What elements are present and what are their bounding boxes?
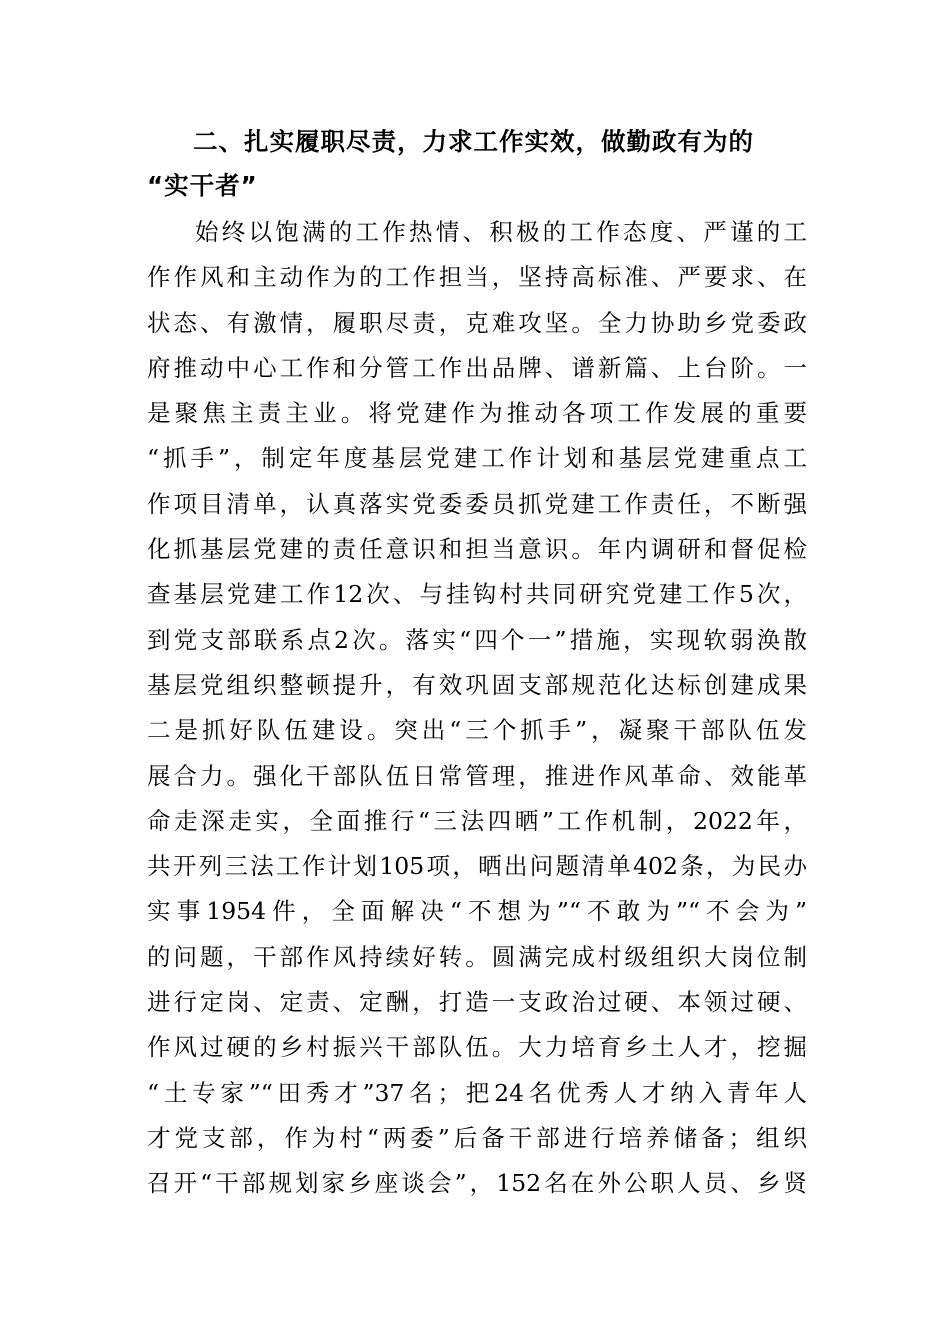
paragraph-line: 始终以饱满的工作热情、积极的工作态度、严谨的工 [195, 218, 807, 246]
section-heading-line-1: 二、扎实履职尽责，力求工作实效，做勤政有为的 [193, 127, 754, 156]
paragraph-line: “土专家”“田秀才”37名；把24名优秀人才纳入青年人 [147, 1078, 807, 1107]
section-heading-line-2: “实干者” [147, 171, 258, 200]
paragraph-line: 府推动中心工作和分管工作出品牌、谱新篇、上台阶。一 [147, 353, 807, 382]
paragraph-line: 召开“干部规划家乡座谈会”，152名在外公职人员、乡贤 [147, 1169, 807, 1198]
paragraph-line: 基层党组织整顿提升，有效巩固支部规范化达标创建成果 [147, 670, 807, 699]
paragraph-line: 二是抓好队伍建设。突出“三个抓手”，凝聚干部队伍发 [147, 716, 807, 745]
paragraph-line: 化抓基层党建的责任意识和担当意识。年内调研和督促检 [147, 535, 807, 564]
paragraph-line: 才党支部，作为村“两委”后备干部进行培养储备；组织 [147, 1123, 807, 1152]
paragraph-line: 的问题，干部作风持续好转。圆满完成村级组织大岗位制 [147, 942, 807, 971]
paragraph-line: 查基层党建工作12次、与挂钩村共同研究党建工作5次， [147, 580, 807, 609]
paragraph-line: 作风过硬的乡村振兴干部队伍。大力培育乡土人才，挖掘 [147, 1033, 807, 1062]
paragraph-line: 进行定岗、定责、定酬，打造一支政治过硬、本领过硬、 [147, 988, 807, 1017]
paragraph-line: 作作风和主动作为的工作担当，坚持高标准、严要求、在 [147, 263, 807, 292]
section-heading [147, 120, 807, 208]
paragraph-line: 命走深走实，全面推行“三法四晒”工作机制，2022年， [147, 806, 807, 835]
paragraph-line: 实事1954件，全面解决“不想为”“不敢为”“不会为” [147, 897, 807, 926]
paragraph-line: 是聚焦主责主业。将党建作为推动各项工作发展的重要 [147, 399, 807, 428]
paragraph-line: 状态、有激情，履职尽责，克难攻坚。全力协助乡党委政 [147, 308, 807, 337]
body-paragraph [147, 210, 817, 1207]
paragraph-line: “抓手”，制定年度基层党建工作计划和基层党建重点工 [147, 444, 807, 473]
paragraph-line: 共开列三法工作计划105项，晒出问题清单402条，为民办 [147, 852, 807, 881]
paragraph-line: 展合力。强化干部队伍日常管理，推进作风革命、效能革 [147, 761, 807, 790]
paragraph-line: 到党支部联系点2次。落实“四个一”措施，实现软弱涣散 [147, 625, 807, 654]
paragraph-line: 作项目清单，认真落实党委委员抓党建工作责任，不断强 [147, 489, 807, 518]
